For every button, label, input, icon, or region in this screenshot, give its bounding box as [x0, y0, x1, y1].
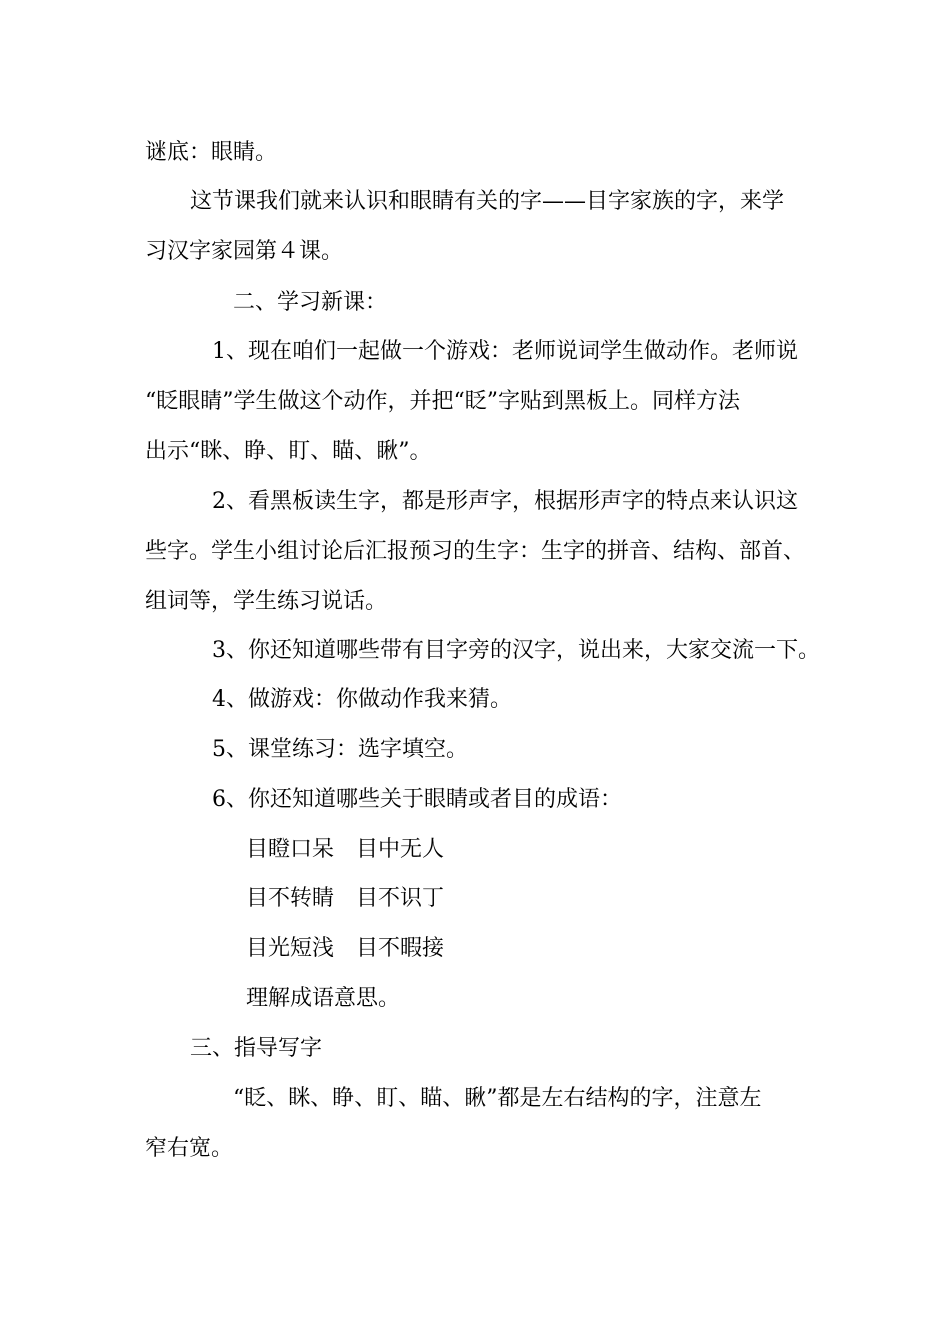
step-3: 3、你还知道哪些带有目字旁的汉字，说出来，大家交流一下。	[212, 638, 820, 663]
step-1-line-2: “眨眼睛”学生做这个动作，并把“眨”字贴到黑板上。同样方法	[145, 389, 740, 414]
writing-line-2: 窄右宽。	[145, 1136, 234, 1161]
idioms-note: 理解成语意思。	[246, 986, 401, 1011]
idioms-row-2: 目不转睛 目不识丁	[246, 886, 445, 911]
idioms-row-3: 目光短浅 目不暇接	[246, 936, 445, 961]
step-6: 6、你还知道哪些关于眼睛或者目的成语：	[212, 787, 622, 812]
section-2-heading: 二、学习新课：	[233, 290, 388, 315]
riddle-answer: 谜底：眼睛。	[145, 140, 278, 165]
idioms-row-1: 目瞪口呆 目中无人	[246, 837, 445, 862]
step-1-line-3: 出示“眯、睁、盯、瞄、瞅”。	[145, 439, 432, 464]
step-2-line-2: 些字。学生小组讨论后汇报预习的生字：生字的拼音、结构、部首、	[145, 539, 806, 564]
section-3-heading: 三、指导写字	[190, 1036, 323, 1061]
step-2-line-1: 2、看黑板读生字，都是形声字，根据形声字的特点来认识这	[212, 489, 798, 514]
intro-line-1: 这节课我们就来认识和眼睛有关的字——目字家族的字，来学	[190, 189, 785, 214]
step-2-line-3: 组词等，学生练习说话。	[145, 589, 388, 614]
step-4: 4、做游戏：你做动作我来猜。	[212, 687, 512, 712]
step-1-line-1: 1、现在咱们一起做一个游戏：老师说词学生做动作。老师说	[212, 339, 798, 364]
writing-line-1: “眨、眯、睁、盯、瞄、瞅”都是左右结构的字，注意左	[233, 1086, 762, 1111]
step-5: 5、课堂练习：选字填空。	[212, 737, 468, 762]
intro-line-2: 习汉字家园第４课。	[145, 239, 344, 264]
